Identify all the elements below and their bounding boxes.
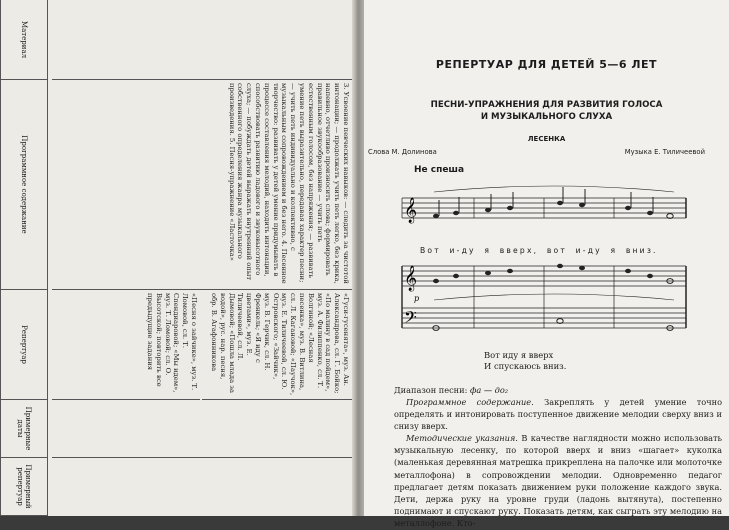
range-label: Диапазон песни: — [394, 385, 468, 395]
music-credit: Музыка Е. Тиличеевой — [624, 148, 705, 156]
range-value: фа — до₂ — [469, 385, 509, 395]
col-header-dates: Примерные даты — [0, 400, 48, 458]
method-label: Методические указания. — [406, 433, 518, 443]
cell-repertoire: «Гуси-гусенята», муз. Ан. Александрова, сл. Г. Бойко; «По малину в сад пойдем», муз. А. Филиппенко, сл. Т. Волгиной; «Лесная песенка», муз. В. Витлина, сл. Л. Кагановой; «Паучок», муз. Е. Тиличеевой, сл. Ю. Островского; «Зайчик», муз. В. Герчик, сл. Н. Френкель; «Я иду с цветами», муз. Е. Тиличеевой, сл. Л. Дымовой; «Пошла млада за водой», рус. нар. песня, обр. В. Агафонникова — [202, 290, 352, 400]
dynamic-marking: p — [414, 294, 420, 303]
verse-line-1: Вот иду я вверх — [484, 350, 554, 360]
col-header-sample-repertoire: Примерный репертуар — [0, 458, 48, 516]
method-paragraph — [394, 432, 722, 530]
cell-repertoire-2: «Песня о зайчике», муз. Т. Ломовой, сл. Т. Спендиаровой; «Мы идем», муз. Т. Ломовой; сл. О. Высотской; повторить все предыдущие задания — [52, 290, 200, 400]
cell-material — [52, 0, 352, 80]
song-title: ЛЕСЕНКА — [527, 135, 566, 143]
program-label: Программное содержание. — [406, 397, 534, 407]
program-text: Закреплять у детей умение точно определять и интонировать поступенное движение мелодии сверху вниз и снизу вверх. — [394, 397, 723, 432]
score-lyrics: Вот и-ду я вверх, вот и-ду я вниз. — [420, 246, 658, 255]
song-verse — [484, 350, 566, 372]
method-text: В качестве наглядности можно использовать музыкальную лесенку, по которой вверх и вниз «шагает» куколка (маленькая деревянная матрешка прикреплена на палочке или молоточке металлофона) в сопровождении мелодии. Одновременно педагог предлагает детям показать движением руки положение каждого звука. Дети, держа руку на уровне груди (ладонь вытянута), постепенно поднимают и спускают руку. Показать детям, как сыграть эту мелодию на металлофоне. Кто- — [394, 433, 722, 529]
piano-staff — [402, 266, 686, 328]
bass-clef-icon: 𝄢 — [404, 307, 417, 331]
cell-program-content: 3. Усвоение певческих навыков: — следить за чистотой интонации; — продолжать учить петь легко, без крика, напевно, отчетливо произносить слова; формировать правильное звукообразование — учить петь естественным голосом, без напряжения; — развивать умение петь выразительно, передавая характер песни; — учить петь индивидуально и коллективно, с музыкальным сопровождением и без него. 4. Песенное творчество: развивать у детей умение придумывать в процессе составления мелодий, находить интонации, способствовать развитию ладового и звуковысотного слуха; — побуждать детей выражать внутренний опыт собственного определения жанра музыкального произведения. 5. Песня-упражнение «Ласточка» — [52, 80, 352, 290]
verse-line-2: И спускаюсь вниз. — [484, 361, 567, 371]
right-page — [364, 0, 729, 529]
words-credit: Слова М. Долинова — [368, 148, 437, 156]
tempo-marking: Не спеша — [414, 165, 465, 175]
treble-clef-2-icon: 𝄞 — [404, 266, 418, 291]
subtitle-line-2: И МУЗЫКАЛЬНОГО СЛУХА — [480, 112, 613, 122]
repertoire-table — [0, 0, 360, 516]
subtitle-line-1: ПЕСНИ-УПРАЖНЕНИЯ ДЛЯ РАЗВИТИЯ ГОЛОСА — [430, 100, 663, 110]
page-title: РЕПЕРТУАР ДЛЯ ДЕТЕЙ 5—6 ЛЕТ — [435, 58, 658, 71]
melody-staff — [402, 198, 686, 218]
left-page — [0, 0, 360, 516]
section-subtitle — [364, 99, 729, 123]
cell-dates — [52, 400, 352, 458]
program-paragraph — [394, 396, 722, 433]
sheet-music — [364, 178, 729, 338]
range-paragraph — [394, 384, 722, 396]
cell-sample-repertoire — [52, 458, 352, 516]
col-header-repertoire: Репертуар — [0, 290, 48, 400]
col-header-material: Материал — [0, 0, 48, 80]
col-header-program: Программное содержание — [0, 80, 48, 290]
rotated-table — [0, 0, 360, 516]
treble-clef-icon: 𝄞 — [404, 198, 418, 223]
